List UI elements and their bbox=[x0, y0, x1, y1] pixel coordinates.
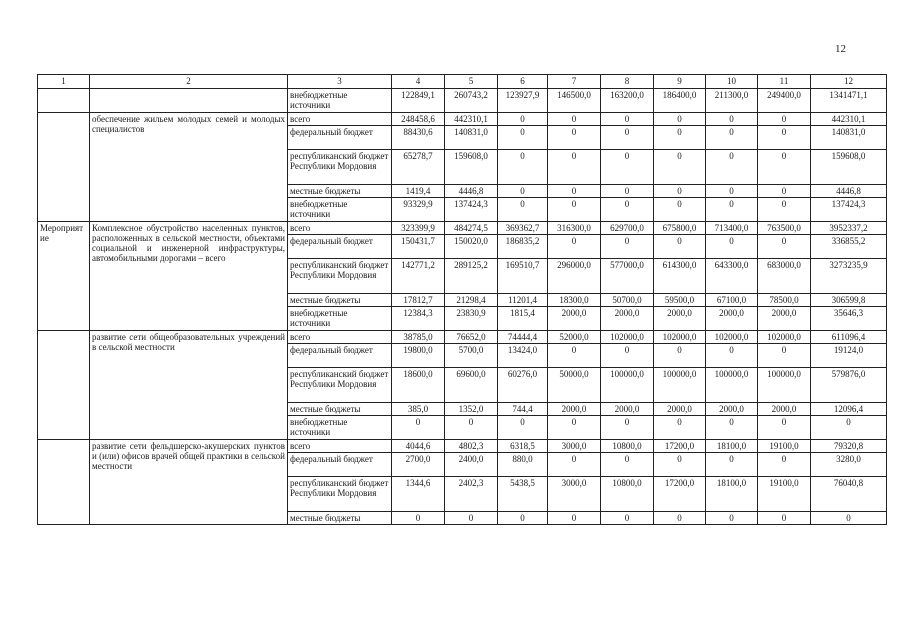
value-cell: 159608,0 bbox=[445, 150, 498, 185]
value-cell: 2000,0 bbox=[758, 403, 811, 416]
value-cell: 18100,0 bbox=[706, 477, 758, 512]
value-cell: 0 bbox=[601, 235, 654, 259]
value-cell: 2700,0 bbox=[392, 453, 445, 477]
funding-source-cell: местные бюджеты bbox=[288, 403, 392, 416]
value-cell: 0 bbox=[601, 453, 654, 477]
column-header: 4 bbox=[392, 75, 445, 89]
value-cell: 102000,0 bbox=[654, 331, 706, 344]
value-cell: 169510,7 bbox=[498, 259, 548, 294]
column-header: 9 bbox=[654, 75, 706, 89]
funding-source-cell: внебюджетные источники bbox=[288, 307, 392, 331]
total-value-cell: 137424,3 bbox=[811, 198, 887, 222]
value-cell: 52000,0 bbox=[548, 331, 601, 344]
value-cell: 1352,0 bbox=[445, 403, 498, 416]
value-cell: 0 bbox=[548, 512, 601, 525]
value-cell: 296000,0 bbox=[548, 259, 601, 294]
value-cell: 0 bbox=[548, 113, 601, 126]
value-cell: 577000,0 bbox=[601, 259, 654, 294]
value-cell: 0 bbox=[498, 416, 548, 440]
activity-type-cell bbox=[38, 89, 90, 113]
value-cell: 2000,0 bbox=[758, 307, 811, 331]
value-cell: 100000,0 bbox=[601, 368, 654, 403]
table-row bbox=[38, 222, 887, 235]
total-value-cell: 1341471,1 bbox=[811, 89, 887, 113]
value-cell: 0 bbox=[706, 185, 758, 198]
value-cell: 6318,5 bbox=[498, 440, 548, 453]
total-value-cell: 3952337,2 bbox=[811, 222, 887, 235]
activity-type-cell bbox=[38, 331, 90, 440]
value-cell: 13424,0 bbox=[498, 344, 548, 368]
budget-table bbox=[37, 74, 887, 525]
value-cell: 67100,0 bbox=[706, 294, 758, 307]
activity-type-cell: Мероприятие bbox=[38, 222, 90, 331]
value-cell: 4044,6 bbox=[392, 440, 445, 453]
funding-source-cell: федеральный бюджет bbox=[288, 453, 392, 477]
value-cell: 249400,0 bbox=[758, 89, 811, 113]
value-cell: 0 bbox=[654, 198, 706, 222]
funding-source-cell: всего bbox=[288, 331, 392, 344]
value-cell: 0 bbox=[758, 235, 811, 259]
value-cell: 0 bbox=[601, 344, 654, 368]
value-cell: 0 bbox=[445, 416, 498, 440]
value-cell: 19100,0 bbox=[758, 477, 811, 512]
total-value-cell: 19124,0 bbox=[811, 344, 887, 368]
value-cell: 0 bbox=[498, 150, 548, 185]
value-cell: 0 bbox=[548, 198, 601, 222]
value-cell: 60276,0 bbox=[498, 368, 548, 403]
value-cell: 19100,0 bbox=[758, 440, 811, 453]
table-row bbox=[38, 331, 887, 344]
value-cell: 186835,2 bbox=[498, 235, 548, 259]
value-cell: 122849,1 bbox=[392, 89, 445, 113]
funding-source-cell: республиканский бюджет Республики Мордовия bbox=[288, 477, 392, 512]
value-cell: 2400,0 bbox=[445, 453, 498, 477]
value-cell: 2000,0 bbox=[654, 403, 706, 416]
value-cell: 0 bbox=[548, 416, 601, 440]
value-cell: 4802,3 bbox=[445, 440, 498, 453]
value-cell: 18100,0 bbox=[706, 440, 758, 453]
value-cell: 0 bbox=[654, 512, 706, 525]
value-cell: 1419,4 bbox=[392, 185, 445, 198]
value-cell: 0 bbox=[601, 150, 654, 185]
value-cell: 0 bbox=[706, 453, 758, 477]
value-cell: 0 bbox=[392, 416, 445, 440]
funding-source-cell: внебюджетные источники bbox=[288, 416, 392, 440]
value-cell: 163200,0 bbox=[601, 89, 654, 113]
value-cell: 211300,0 bbox=[706, 89, 758, 113]
total-value-cell: 35646,3 bbox=[811, 307, 887, 331]
table-row bbox=[38, 113, 887, 126]
value-cell: 0 bbox=[758, 344, 811, 368]
value-cell: 0 bbox=[706, 126, 758, 150]
value-cell: 0 bbox=[706, 512, 758, 525]
value-cell: 0 bbox=[548, 150, 601, 185]
value-cell: 5700,0 bbox=[445, 344, 498, 368]
table-row bbox=[38, 89, 887, 113]
value-cell: 100000,0 bbox=[706, 368, 758, 403]
value-cell: 0 bbox=[758, 416, 811, 440]
funding-source-cell: внебюджетные источники bbox=[288, 89, 392, 113]
value-cell: 76652,0 bbox=[445, 331, 498, 344]
value-cell: 880,0 bbox=[498, 453, 548, 477]
page-number: 12 bbox=[835, 43, 846, 55]
activity-name-cell: развитие сети общеобразовательных учреждений в сельской местности bbox=[90, 331, 288, 440]
funding-source-cell: республиканский бюджет Республики Мордовия bbox=[288, 259, 392, 294]
value-cell: 1815,4 bbox=[498, 307, 548, 331]
funding-source-cell: всего bbox=[288, 113, 392, 126]
total-value-cell: 140831,0 bbox=[811, 126, 887, 150]
value-cell: 0 bbox=[498, 512, 548, 525]
value-cell: 0 bbox=[548, 453, 601, 477]
value-cell: 102000,0 bbox=[758, 331, 811, 344]
value-cell: 0 bbox=[445, 512, 498, 525]
value-cell: 150020,0 bbox=[445, 235, 498, 259]
table-row bbox=[38, 440, 887, 453]
funding-source-cell: федеральный бюджет bbox=[288, 235, 392, 259]
value-cell: 260743,2 bbox=[445, 89, 498, 113]
value-cell: 12384,3 bbox=[392, 307, 445, 331]
value-cell: 0 bbox=[654, 126, 706, 150]
column-header: 8 bbox=[601, 75, 654, 89]
funding-source-cell: всего bbox=[288, 222, 392, 235]
value-cell: 3000,0 bbox=[548, 477, 601, 512]
value-cell: 0 bbox=[706, 150, 758, 185]
value-cell: 442310,1 bbox=[445, 113, 498, 126]
value-cell: 142771,2 bbox=[392, 259, 445, 294]
value-cell: 385,0 bbox=[392, 403, 445, 416]
total-value-cell: 3273235,9 bbox=[811, 259, 887, 294]
total-value-cell: 3280,0 bbox=[811, 453, 887, 477]
total-value-cell: 306599,8 bbox=[811, 294, 887, 307]
value-cell: 0 bbox=[758, 126, 811, 150]
value-cell: 150431,7 bbox=[392, 235, 445, 259]
activity-name-cell: Комплексное обустройство населенных пунктов, расположенных в сельской местности, объектами социальной и инженерной инфраструктуры, автомобильными дорогами – всего bbox=[90, 222, 288, 331]
column-header: 12 bbox=[811, 75, 887, 89]
value-cell: 0 bbox=[498, 198, 548, 222]
value-cell: 50700,0 bbox=[601, 294, 654, 307]
value-cell: 0 bbox=[758, 512, 811, 525]
value-cell: 0 bbox=[601, 113, 654, 126]
value-cell: 88430,6 bbox=[392, 126, 445, 150]
total-value-cell: 611096,4 bbox=[811, 331, 887, 344]
value-cell: 0 bbox=[601, 198, 654, 222]
value-cell: 0 bbox=[706, 344, 758, 368]
value-cell: 675800,0 bbox=[654, 222, 706, 235]
value-cell: 369362,7 bbox=[498, 222, 548, 235]
value-cell: 323399,9 bbox=[392, 222, 445, 235]
value-cell: 629700,0 bbox=[601, 222, 654, 235]
column-header: 10 bbox=[706, 75, 758, 89]
value-cell: 2000,0 bbox=[706, 307, 758, 331]
value-cell: 2000,0 bbox=[654, 307, 706, 331]
column-header: 11 bbox=[758, 75, 811, 89]
value-cell: 74444,4 bbox=[498, 331, 548, 344]
value-cell: 0 bbox=[498, 126, 548, 150]
value-cell: 0 bbox=[706, 113, 758, 126]
value-cell: 23830,9 bbox=[445, 307, 498, 331]
value-cell: 19800,0 bbox=[392, 344, 445, 368]
total-value-cell: 579876,0 bbox=[811, 368, 887, 403]
value-cell: 102000,0 bbox=[601, 331, 654, 344]
value-cell: 0 bbox=[654, 453, 706, 477]
value-cell: 2402,3 bbox=[445, 477, 498, 512]
value-cell: 0 bbox=[706, 235, 758, 259]
value-cell: 0 bbox=[654, 185, 706, 198]
column-header: 5 bbox=[445, 75, 498, 89]
value-cell: 0 bbox=[706, 416, 758, 440]
value-cell: 0 bbox=[601, 416, 654, 440]
value-cell: 186400,0 bbox=[654, 89, 706, 113]
value-cell: 4446,8 bbox=[445, 185, 498, 198]
value-cell: 0 bbox=[654, 344, 706, 368]
activity-type-cell bbox=[38, 440, 90, 525]
value-cell: 0 bbox=[758, 198, 811, 222]
value-cell: 2000,0 bbox=[706, 403, 758, 416]
column-header: 7 bbox=[548, 75, 601, 89]
column-header: 1 bbox=[38, 75, 90, 89]
value-cell: 0 bbox=[548, 185, 601, 198]
total-value-cell: 0 bbox=[811, 416, 887, 440]
value-cell: 2000,0 bbox=[548, 403, 601, 416]
value-cell: 2000,0 bbox=[548, 307, 601, 331]
value-cell: 65278,7 bbox=[392, 150, 445, 185]
value-cell: 0 bbox=[758, 113, 811, 126]
value-cell: 0 bbox=[654, 150, 706, 185]
value-cell: 0 bbox=[758, 150, 811, 185]
value-cell: 11201,4 bbox=[498, 294, 548, 307]
value-cell: 100000,0 bbox=[654, 368, 706, 403]
total-value-cell: 442310,1 bbox=[811, 113, 887, 126]
value-cell: 0 bbox=[758, 185, 811, 198]
value-cell: 683000,0 bbox=[758, 259, 811, 294]
value-cell: 289125,2 bbox=[445, 259, 498, 294]
value-cell: 0 bbox=[548, 235, 601, 259]
value-cell: 0 bbox=[758, 453, 811, 477]
value-cell: 123927,9 bbox=[498, 89, 548, 113]
value-cell: 713400,0 bbox=[706, 222, 758, 235]
value-cell: 0 bbox=[548, 126, 601, 150]
activity-name-cell bbox=[90, 89, 288, 113]
value-cell: 18300,0 bbox=[548, 294, 601, 307]
funding-source-cell: внебюджетные источники bbox=[288, 198, 392, 222]
value-cell: 0 bbox=[601, 185, 654, 198]
value-cell: 0 bbox=[706, 198, 758, 222]
funding-source-cell: местные бюджеты bbox=[288, 185, 392, 198]
activity-name-cell: развитие сети фельдшерско-акушерских пунктов и (или) офисов врачей общей практики в сельской местности bbox=[90, 440, 288, 525]
value-cell: 744,4 bbox=[498, 403, 548, 416]
value-cell: 2000,0 bbox=[601, 403, 654, 416]
column-header: 3 bbox=[288, 75, 392, 89]
value-cell: 316300,0 bbox=[548, 222, 601, 235]
value-cell: 50000,0 bbox=[548, 368, 601, 403]
value-cell: 614300,0 bbox=[654, 259, 706, 294]
value-cell: 78500,0 bbox=[758, 294, 811, 307]
value-cell: 1344,6 bbox=[392, 477, 445, 512]
activity-type-cell bbox=[38, 113, 90, 222]
value-cell: 0 bbox=[548, 344, 601, 368]
value-cell: 0 bbox=[601, 512, 654, 525]
total-value-cell: 4446,8 bbox=[811, 185, 887, 198]
column-header: 2 bbox=[90, 75, 288, 89]
total-value-cell: 0 bbox=[811, 512, 887, 525]
value-cell: 17200,0 bbox=[654, 440, 706, 453]
funding-source-cell: всего bbox=[288, 440, 392, 453]
value-cell: 17200,0 bbox=[654, 477, 706, 512]
value-cell: 10800,0 bbox=[601, 440, 654, 453]
value-cell: 21298,4 bbox=[445, 294, 498, 307]
value-cell: 18600,0 bbox=[392, 368, 445, 403]
funding-source-cell: федеральный бюджет bbox=[288, 126, 392, 150]
value-cell: 0 bbox=[654, 113, 706, 126]
total-value-cell: 159608,0 bbox=[811, 150, 887, 185]
value-cell: 763500,0 bbox=[758, 222, 811, 235]
total-value-cell: 79320,8 bbox=[811, 440, 887, 453]
total-value-cell: 76040,8 bbox=[811, 477, 887, 512]
value-cell: 140831,0 bbox=[445, 126, 498, 150]
value-cell: 0 bbox=[654, 235, 706, 259]
value-cell: 0 bbox=[392, 512, 445, 525]
value-cell: 10800,0 bbox=[601, 477, 654, 512]
value-cell: 0 bbox=[498, 113, 548, 126]
column-header: 6 bbox=[498, 75, 548, 89]
funding-source-cell: федеральный бюджет bbox=[288, 344, 392, 368]
value-cell: 146500,0 bbox=[548, 89, 601, 113]
activity-name-cell: обеспечение жильем молодых семей и молодых специалистов bbox=[90, 113, 288, 222]
value-cell: 100000,0 bbox=[758, 368, 811, 403]
value-cell: 59500,0 bbox=[654, 294, 706, 307]
value-cell: 69600,0 bbox=[445, 368, 498, 403]
funding-source-cell: местные бюджеты bbox=[288, 512, 392, 525]
total-value-cell: 336855,2 bbox=[811, 235, 887, 259]
value-cell: 248458,6 bbox=[392, 113, 445, 126]
value-cell: 643300,0 bbox=[706, 259, 758, 294]
value-cell: 93329,9 bbox=[392, 198, 445, 222]
value-cell: 0 bbox=[601, 126, 654, 150]
value-cell: 137424,3 bbox=[445, 198, 498, 222]
total-value-cell: 12096,4 bbox=[811, 403, 887, 416]
funding-source-cell: республиканский бюджет Республики Мордовия bbox=[288, 150, 392, 185]
value-cell: 3000,0 bbox=[548, 440, 601, 453]
value-cell: 17812,7 bbox=[392, 294, 445, 307]
funding-source-cell: республиканский бюджет Республики Мордовия bbox=[288, 368, 392, 403]
value-cell: 38785,0 bbox=[392, 331, 445, 344]
value-cell: 102000,0 bbox=[706, 331, 758, 344]
funding-source-cell: местные бюджеты bbox=[288, 294, 392, 307]
value-cell: 484274,5 bbox=[445, 222, 498, 235]
table-header-row bbox=[38, 75, 887, 89]
value-cell: 5438,5 bbox=[498, 477, 548, 512]
value-cell: 0 bbox=[654, 416, 706, 440]
value-cell: 2000,0 bbox=[601, 307, 654, 331]
value-cell: 0 bbox=[498, 185, 548, 198]
